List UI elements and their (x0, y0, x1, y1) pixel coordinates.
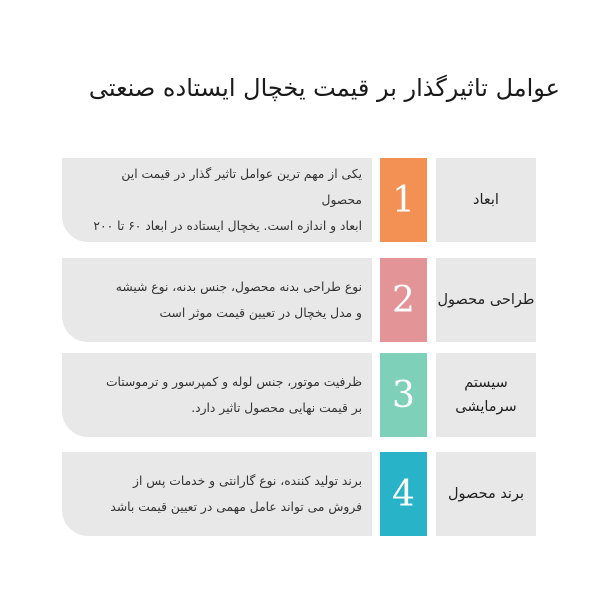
factor-label-box (436, 353, 536, 437)
factor-row-design (62, 258, 536, 342)
page-title: عوامل تاثیرگذار بر قیمت یخچال ایستاده صنعتی (88, 74, 560, 102)
factor-number-box (380, 158, 427, 242)
factor-description-box (62, 258, 372, 342)
factor-description-box (62, 452, 372, 536)
factor-number-box (380, 353, 427, 437)
factor-row-cooling (62, 353, 536, 437)
factor-label-box (436, 158, 536, 242)
factor-label: طراحی محصول (437, 292, 535, 308)
factor-label-box (436, 258, 536, 342)
factor-description: برند تولید کننده، نوع گارانتی و خدمات پس از فروش می تواند عامل مهمی در تعیین قیمت باشد (110, 474, 362, 514)
factor-number-box (380, 258, 427, 342)
factor-row-dimensions (62, 158, 536, 242)
factor-number: 2 (392, 279, 415, 321)
factor-number-box (380, 452, 427, 536)
factor-row-brand (62, 452, 536, 536)
factor-number: 3 (392, 374, 415, 416)
factor-description: ظرفیت موتور، جنس لوله و کمپرسور و ترموستات بر قیمت نهایی محصول تاثیر دارد. (105, 375, 362, 415)
factor-number: 4 (392, 473, 415, 515)
factor-description: یکی از مهم ترین عوامل تاثیر گذار در قیمت این محصول ابعاد و اندازه است. یخچال ایستاده در ابعاد ۶۰ تا ۲۰۰ (93, 167, 362, 233)
factor-description: نوع طراحی بدنه محصول، جنس بدنه، نوع شیشه و مدل یخچال در تعیین قیمت موثر است (115, 280, 362, 320)
factor-label: سیستم سرمایشی (455, 375, 517, 415)
factor-description-box (62, 353, 372, 437)
factor-label: برند محصول (447, 486, 525, 502)
factor-description-box (62, 158, 372, 242)
factor-number: 1 (392, 179, 415, 221)
factor-label: ابعاد (473, 192, 499, 208)
factor-label-box (436, 452, 536, 536)
